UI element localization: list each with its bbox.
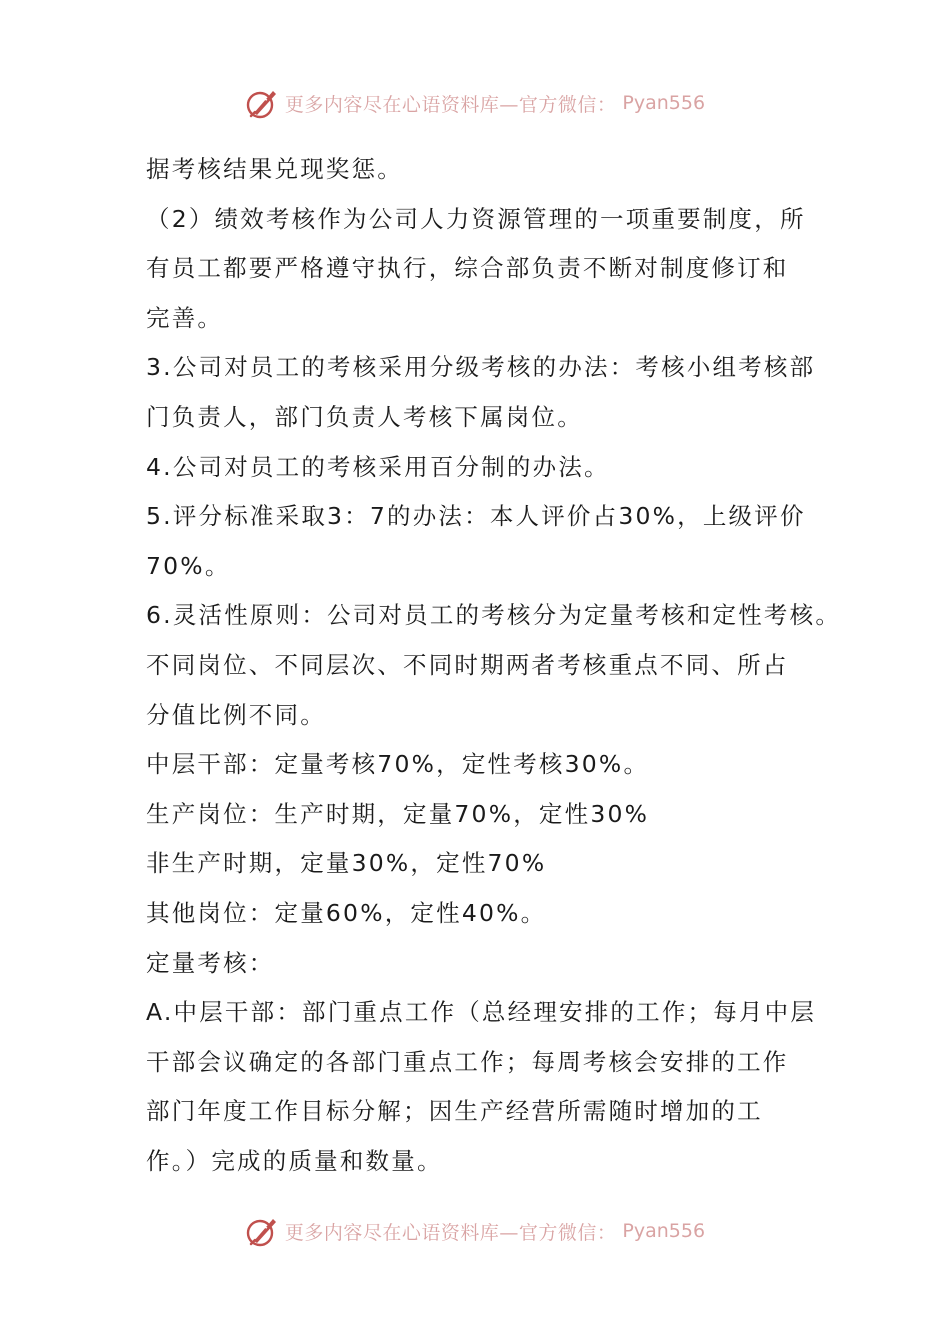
text-line: 生产岗位：生产时期，定量70%，定性30%: [146, 799, 650, 828]
watermark-contact: Pyan556: [622, 1220, 706, 1242]
text-line: 3.公司对员工的考核采用分级考核的办法：考核小组考核部: [146, 353, 816, 382]
quill-logo-icon: [245, 1214, 279, 1248]
text-line: （2）绩效考核作为公司人力资源管理的一项重要制度，所: [146, 204, 806, 233]
text-line: 5.评分标准采取3：7的办法：本人评价占30%，上级评价: [146, 502, 806, 531]
text-line: 非生产时期，定量30%，定性70%: [146, 849, 547, 878]
text-line: 干部会议确定的各部门重点工作；每周考核会安排的工作: [146, 1047, 789, 1076]
text-line: 4.公司对员工的考核采用百分制的办法。: [146, 452, 610, 481]
text-line: 门负责人，部门负责人考核下属岗位。: [146, 402, 583, 431]
text-line: 其他岗位：定量60%，定性40%。: [146, 898, 547, 927]
quill-logo-icon: [245, 86, 279, 120]
text-line: 分值比例不同。: [146, 700, 326, 729]
text-line: 完善。: [146, 303, 224, 332]
text-line: 70%。: [146, 551, 231, 580]
text-line: 部门年度工作目标分解；因生产经营所需随时增加的工: [146, 1097, 763, 1126]
text-line: 作。）完成的质量和数量。: [146, 1146, 443, 1175]
text-line: 据考核结果兑现奖惩。: [146, 155, 403, 183]
watermark-text: 更多内容尽在心语资料库—官方微信：: [284, 93, 617, 116]
text-line: A.中层干部：部门重点工作（总经理安排的工作；每月中层: [146, 998, 817, 1027]
watermark-contact: Pyan556: [622, 92, 706, 114]
text-line: 中层干部：定量考核70%，定性考核30%。: [146, 750, 650, 779]
text-line: 不同岗位、不同层次、不同时期两者考核重点不同、所占: [146, 650, 789, 679]
text-line: 定量考核：: [146, 948, 275, 977]
footer-watermark: [0, 1211, 950, 1251]
document-body: [146, 145, 842, 1186]
header-watermark: [0, 83, 950, 123]
text-line: 有员工都要严格遵守执行，综合部负责不断对制度修订和: [146, 254, 789, 283]
text-line: 6.灵活性原则：公司对员工的考核分为定量考核和定性考核。: [146, 601, 842, 630]
watermark-text: 更多内容尽在心语资料库—官方微信：: [284, 1221, 617, 1244]
